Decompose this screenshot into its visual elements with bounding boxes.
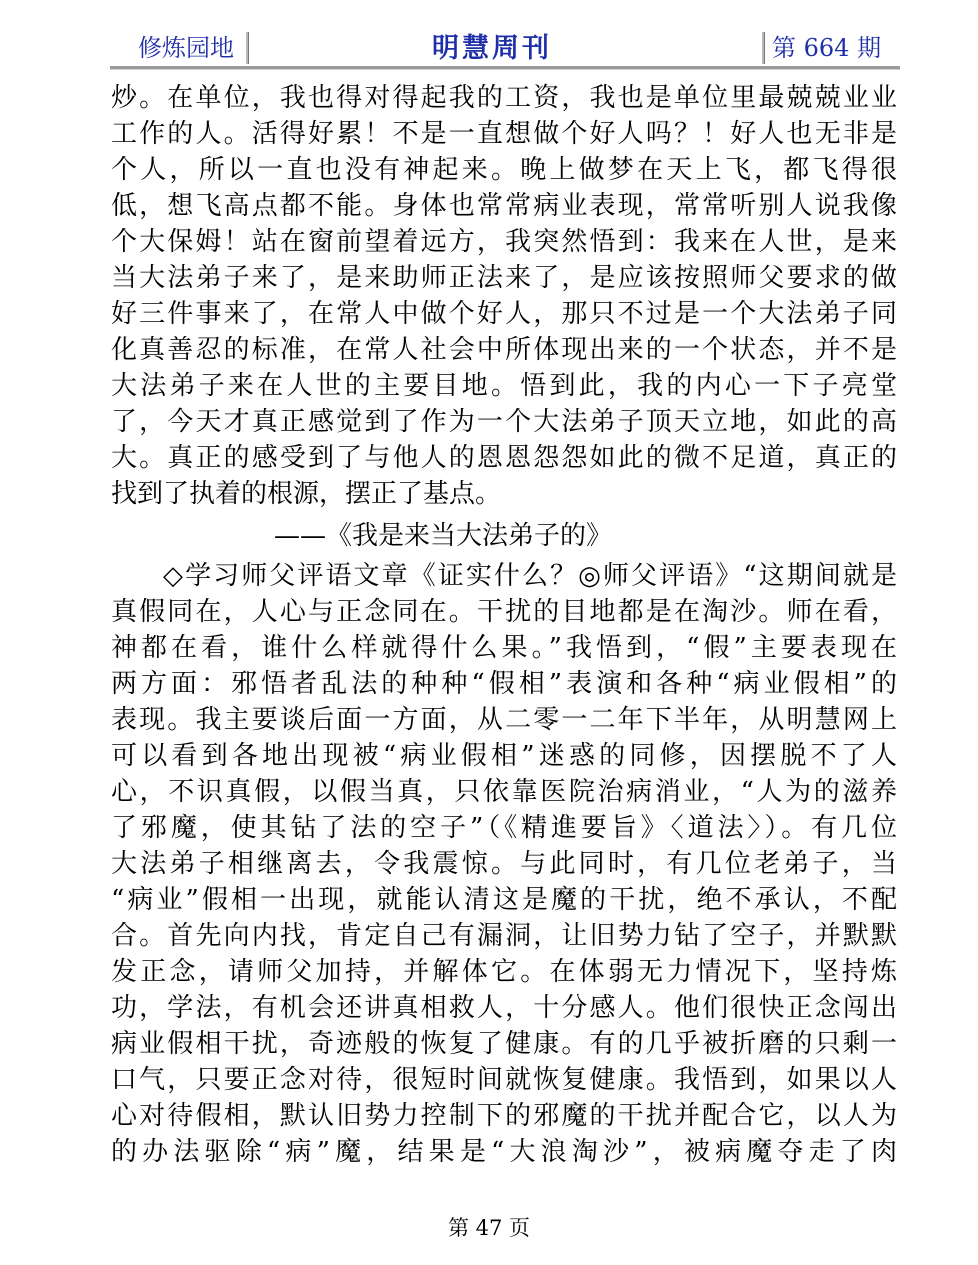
text-line: 化真善忍的标准，在常人社会中所体现出来的一个状态，并不是	[111, 335, 897, 365]
text-line: 两方面：邪悟者乱法的种种“假相”表演和各种“病业假相”的	[111, 669, 897, 699]
text-line: 神都在看，谁什么样就得什么果。”我悟到，“假”主要表现在	[111, 633, 897, 663]
text-line: 发正念，请师父加持，并解体它。在体弱无力情况下，坚持炼	[111, 957, 897, 987]
publication-title: 明慧周刊	[432, 33, 552, 64]
text-line: 工作的人。活得好累！不是一直想做个好人吗？！好人也无非是	[111, 119, 897, 149]
text-line: 口气，只要正念对待，很短时间就恢复健康。我悟到，如果以人	[111, 1065, 897, 1095]
header-divider-left	[246, 32, 249, 64]
text-line: ◇学习师父评语文章《证实什么？◎师父评语》“这期间就是	[163, 561, 897, 591]
page-header	[110, 26, 900, 68]
text-line: 大法弟子相继离去，令我震惊。与此同时，有几位老弟子，当	[111, 849, 897, 879]
text-line: 病业假相干扰，奇迹般的恢复了健康。有的几乎被折磨的只剩一	[111, 1029, 897, 1059]
text-line: 大法弟子来在人世的主要目地。悟到此，我的内心一下子亮堂	[111, 371, 897, 401]
text-line: 心对待假相，默认旧势力控制下的邪魔的干扰并配合它，以人为	[111, 1101, 897, 1131]
issue-number: 第 664 期	[772, 34, 882, 62]
paragraph-1	[111, 80, 897, 512]
text-line: 功，学法，有机会还讲真相救人，十分感人。他们很快正念闯出	[111, 993, 897, 1023]
text-line: 个大保姆！站在窗前望着远方，我突然悟到：我来在人世，是来	[111, 227, 897, 257]
text-line: 大。真正的感受到了与他人的恩恩怨怨如此的微不足道，真正的	[111, 443, 897, 473]
section-label: 修炼园地	[138, 34, 234, 62]
text-line: 可以看到各地出现被“病业假相”迷惑的同修，因摆脱不了人	[111, 741, 897, 771]
page-number: 第 47 页	[447, 1216, 531, 1240]
text-line: 好三件事来了，在常人中做个好人，那只不过是一个大法弟子同	[111, 299, 897, 329]
article-citation: ——《我是来当大法弟子的》	[274, 521, 613, 551]
paragraph-2	[111, 558, 897, 1170]
text-line: 低，想飞高点都不能。身体也常常病业表现，常常听别人说我像	[111, 191, 897, 221]
header-divider-right	[762, 32, 765, 64]
text-line: 了邪魔，使其钻了法的空子”（《精進要旨》〈道法〉）。有几位	[111, 813, 897, 843]
text-line: 找到了执着的根源，摆正了基点。	[111, 479, 502, 509]
text-line: “病业”假相一出现，就能认清这是魔的干扰，绝不承认，不配	[111, 885, 897, 915]
article-body	[111, 80, 897, 1170]
text-line: 的办法驱除“病”魔，结果是“大浪淘沙”，被病魔夺走了肉	[111, 1137, 897, 1167]
text-line: 真假同在，人心与正念同在。干扰的目地都是在淘沙。师在看，	[111, 597, 897, 627]
text-line: 合。首先向内找，肯定自己有漏洞，让旧势力钻了空子，并默默	[111, 921, 897, 951]
text-line: 炒。在单位，我也得对得起我的工资，我也是单位里最兢兢业业	[111, 83, 897, 113]
text-line: 当大法弟子来了，是来助师正法来了，是应该按照师父要求的做	[111, 263, 897, 293]
text-line: 心，不识真假，以假当真，只依靠医院治病消业，“人为的滋养	[111, 777, 897, 807]
header-rule	[110, 66, 900, 70]
text-line: 个人，所以一直也没有神起来。晚上做梦在天上飞，都飞得很	[111, 155, 897, 185]
text-line: 表现。我主要谈后面一方面，从二零一二年下半年，从明慧网上	[111, 705, 897, 735]
text-line: 了，今天才真正感觉到了作为一个大法弟子顶天立地，如此的高	[111, 407, 897, 437]
